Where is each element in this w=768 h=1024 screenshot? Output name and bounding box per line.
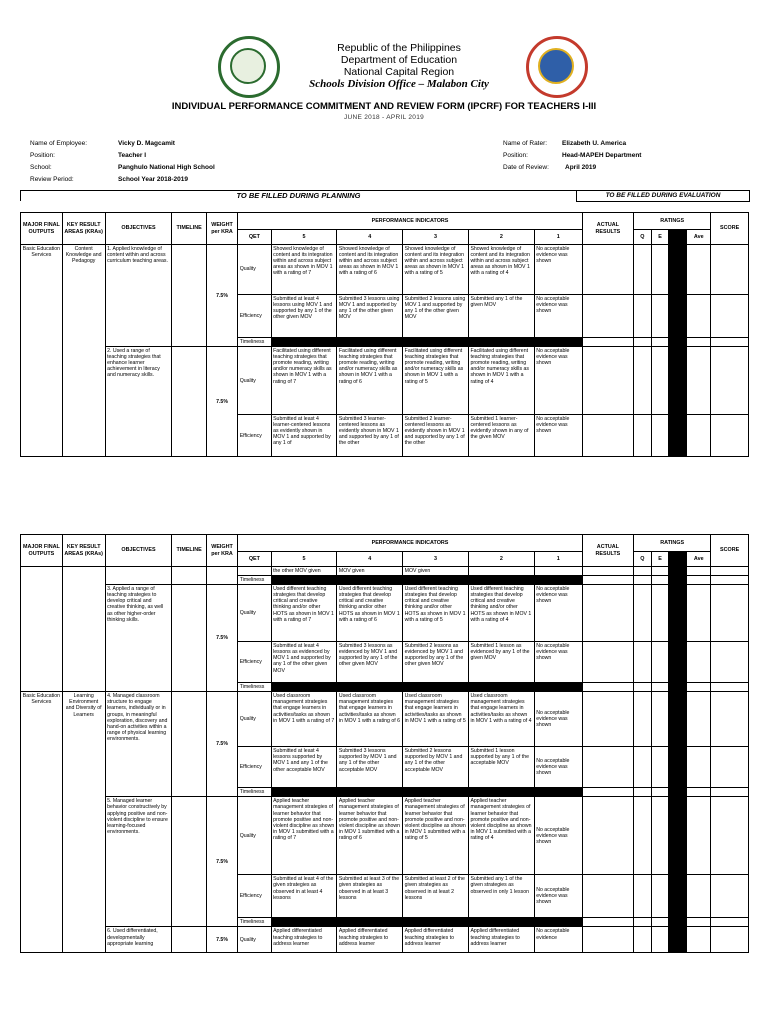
review-period-label: Review Period: bbox=[30, 176, 74, 183]
timeline-cell bbox=[172, 245, 206, 347]
rating-cell bbox=[633, 576, 651, 585]
review-period: School Year 2018-2019 bbox=[118, 176, 188, 183]
rating-cell bbox=[687, 642, 711, 683]
blacked-out-cell bbox=[271, 918, 582, 927]
rating-cell bbox=[633, 875, 651, 918]
qet-efficiency: Efficiency bbox=[238, 295, 271, 338]
indicator-cell: Applied differentiated teaching strategies to address learner bbox=[403, 927, 469, 953]
blacked-out-cell bbox=[271, 576, 582, 585]
col-objectives: OBJECTIVES bbox=[105, 213, 172, 245]
rater-name: Elizabeth U. America bbox=[562, 140, 627, 147]
rating-cell bbox=[687, 797, 711, 875]
actual-result-cell bbox=[582, 567, 633, 576]
score-cell bbox=[711, 788, 749, 797]
rating-cell bbox=[687, 295, 711, 338]
region-line: National Capital Region bbox=[343, 66, 455, 78]
indicator-cell: Used different teaching strategies that develop critical and creative thinking and/or other HOTS as shown in MOV 1 with a rating of 4 bbox=[468, 585, 534, 642]
rating-cell bbox=[651, 642, 669, 683]
qet-timeliness: Timeliness bbox=[238, 918, 271, 927]
actual-result-cell bbox=[582, 295, 633, 338]
qet-efficiency: Efficiency bbox=[238, 642, 271, 683]
indicator-cell: No acceptable evidence was shown bbox=[534, 797, 582, 875]
school-label: School: bbox=[30, 164, 52, 171]
indicator-cell: Used different teaching strategies that develop critical and creative thinking and/or other HOTS as shown in MOV 1 with a rating of 5 bbox=[403, 585, 469, 642]
timeline-cell bbox=[172, 797, 206, 927]
indicator-cell: Facilitated using different teaching strategies that promote reading, writing and/or numeracy skills as shown in MOV 1 with a rating of 6 bbox=[337, 347, 403, 415]
col-weight: WEIGHT per KRA bbox=[206, 213, 237, 245]
actual-result-cell bbox=[582, 576, 633, 585]
qet-efficiency: Efficiency bbox=[238, 875, 271, 918]
score-cell bbox=[711, 642, 749, 683]
indicator-cell: Submitted 2 lessons using MOV 1 and supported by any 1 of the other given MOV bbox=[403, 295, 469, 338]
score-cell bbox=[711, 747, 749, 788]
rating-cell bbox=[687, 245, 711, 295]
indicator-cell bbox=[468, 567, 534, 576]
kra-cell: Content Knowledge and Pedagogy bbox=[62, 245, 105, 457]
score-cell bbox=[711, 347, 749, 415]
indicator-cell: No acceptable evidence was shown bbox=[534, 347, 582, 415]
employee-name-label: Name of Employee: bbox=[30, 140, 88, 147]
col-rating-t: T bbox=[669, 552, 687, 567]
blacked-out-cell bbox=[271, 683, 582, 692]
rating-cell bbox=[687, 692, 711, 747]
rating-cell bbox=[651, 797, 669, 875]
rating-cell bbox=[633, 585, 651, 642]
col-kra: KEY RESULT AREAS (KRAs) bbox=[62, 213, 105, 245]
indicator-cell: Used classroom management strategies that engage learners in activities/tasks as shown in MOV 1 with a rating of 4 bbox=[468, 692, 534, 747]
employee-name: Vicky D. Magcamit bbox=[118, 140, 175, 147]
evaluation-banner: TO BE FILLED DURING EVALUATION bbox=[576, 190, 750, 202]
form-period: JUNE 2018 - APRIL 2019 bbox=[343, 114, 425, 121]
qet-timeliness: Timeliness bbox=[238, 576, 271, 585]
objective-6: 6. Used differentiated, developmentally appropriate learning bbox=[105, 927, 172, 953]
col-rating-e: E bbox=[651, 230, 669, 245]
col-actual-results: ACTUAL RESULTS bbox=[582, 535, 633, 567]
col-mfo: MAJOR FINAL OUTPUTS bbox=[21, 213, 63, 245]
score-cell bbox=[711, 683, 749, 692]
rating-cell bbox=[633, 797, 651, 875]
rating-cell bbox=[651, 692, 669, 747]
score-cell bbox=[711, 692, 749, 747]
indicator-cell: Submitted 1 learner-centered lessons as evidently shown in any of the given MOV bbox=[468, 415, 534, 457]
employee-position: Teacher I bbox=[118, 152, 147, 159]
school-name: Panghulo National High School bbox=[118, 164, 215, 171]
rating-cell bbox=[669, 347, 687, 415]
rating-cell bbox=[633, 338, 651, 347]
rating-cell bbox=[651, 415, 669, 457]
indicator-cell: Submitted 2 lessons as evidenced by MOV 1 and supported by any 1 of the other given MOV bbox=[403, 642, 469, 683]
qet-quality: Quality bbox=[238, 927, 271, 953]
rating-cell bbox=[687, 585, 711, 642]
actual-result-cell bbox=[582, 245, 633, 295]
col-rating-ave: Ave bbox=[687, 230, 711, 245]
indicator-cell: MOV given bbox=[403, 567, 469, 576]
rating-cell bbox=[651, 245, 669, 295]
actual-result-cell bbox=[582, 927, 633, 953]
col-mfo: MAJOR FINAL OUTPUTS bbox=[21, 535, 63, 567]
rating-cell bbox=[633, 245, 651, 295]
rater-position-label: Position: bbox=[503, 152, 528, 159]
table-row bbox=[21, 585, 749, 642]
indicator-cell: Showed knowledge of content and its integration within and across subject areas as shown in MOV 1 with a rating of 7 bbox=[271, 245, 337, 295]
rating-cell bbox=[651, 683, 669, 692]
col-scale-4: 4 bbox=[337, 230, 403, 245]
indicator-cell: Submitted at least 4 learner-centered lessons as evidently shown in MOV 1 and supported by any 1 of bbox=[271, 415, 337, 457]
indicator-cell: Applied teacher management strategies of learner behavior that promote positive and non-violent discipline as shown in MOV 1 submitted with a rating of 6 bbox=[337, 797, 403, 875]
table-row bbox=[21, 797, 749, 875]
rating-cell bbox=[651, 567, 669, 576]
col-scale-4: 4 bbox=[337, 552, 403, 567]
review-date-label: Date of Review: bbox=[503, 164, 549, 171]
col-performance-indicators: PERFORMANCE INDICATORS bbox=[238, 213, 583, 230]
indicator-cell: Submitted 3 lessons using MOV 1 and supported by any 1 of the other given MOV bbox=[337, 295, 403, 338]
indicator-cell bbox=[534, 567, 582, 576]
indicator-cell: Applied differentiated teaching strategies to address learner bbox=[337, 927, 403, 953]
table-row bbox=[21, 347, 749, 415]
indicator-cell: Submitted any 1 of the given MOV bbox=[468, 295, 534, 338]
indicator-cell: Facilitated using different teaching strategies that promote reading, writing and/or numeracy skills as shown in MOV 1 with a rating of 7 bbox=[271, 347, 337, 415]
col-ratings: RATINGS bbox=[633, 535, 710, 552]
indicator-cell: Facilitated using different teaching strategies that promote reading, writing and/or numeracy skills as shown in MOV 1 with a rating of 4 bbox=[468, 347, 534, 415]
indicator-cell: Submitted 2 learner-centered lessons as evidently shown in MOV 1 and supported by any 1 of the other bbox=[403, 415, 469, 457]
weight-cell: 7.5% bbox=[206, 927, 237, 953]
col-score: SCORE bbox=[711, 213, 749, 245]
col-scale-2: 2 bbox=[468, 230, 534, 245]
republic-line: Republic of the Philippines bbox=[337, 42, 461, 54]
col-weight: WEIGHT per KRA bbox=[206, 535, 237, 567]
col-scale-5: 5 bbox=[271, 230, 337, 245]
col-scale-5: 5 bbox=[271, 552, 337, 567]
rating-cell bbox=[669, 747, 687, 788]
qet-timeliness: Timeliness bbox=[238, 683, 271, 692]
score-cell bbox=[711, 797, 749, 875]
rating-cell bbox=[687, 788, 711, 797]
col-qet: QET bbox=[238, 552, 271, 567]
col-timeline: TIMELINE bbox=[172, 213, 206, 245]
col-rating-t: T bbox=[669, 230, 687, 245]
rating-cell bbox=[669, 415, 687, 457]
objective-1: 1. Applied knowledge of content within and across curriculum teaching areas. bbox=[105, 245, 172, 347]
objective-4: 4. Managed classroom structure to engage learners, individually or in groups, in meaningful exploration, discovery and hand-on activities within a range of physical learning environments. bbox=[105, 692, 172, 797]
table-row bbox=[21, 245, 749, 295]
indicator-cell: Submitted at least 2 of the given strategies as observed in at least 2 lessons bbox=[403, 875, 469, 918]
rating-cell bbox=[669, 683, 687, 692]
actual-result-cell bbox=[582, 347, 633, 415]
rating-cell bbox=[651, 918, 669, 927]
table-row bbox=[21, 567, 749, 576]
rating-cell bbox=[669, 788, 687, 797]
actual-result-cell bbox=[582, 692, 633, 747]
indicator-cell: Used different teaching strategies that develop critical and creative thinking and/or other HOTS as shown in MOV 1 with a rating of 7 bbox=[271, 585, 337, 642]
indicator-cell: Submitted any 1 of the given strategies as observed in only 1 lesson bbox=[468, 875, 534, 918]
actual-result-cell bbox=[582, 683, 633, 692]
indicator-cell: No acceptable evidence was shown bbox=[534, 642, 582, 683]
weight-cell: 7.5% bbox=[206, 585, 237, 692]
rating-cell bbox=[669, 295, 687, 338]
kra-cell: Learning Environment and Diversity of Learners bbox=[62, 692, 105, 953]
col-rating-q: Q bbox=[633, 230, 651, 245]
col-rating-e: E bbox=[651, 552, 669, 567]
division-seal-logo bbox=[526, 36, 588, 98]
indicator-cell: the other MOV given bbox=[271, 567, 337, 576]
actual-result-cell bbox=[582, 338, 633, 347]
col-kra: KEY RESULT AREAS (KRAs) bbox=[62, 535, 105, 567]
actual-result-cell bbox=[582, 797, 633, 875]
score-cell bbox=[711, 338, 749, 347]
objective-5: 5. Managed learner behavior constructively by applying positive and non-violent discipline to ensure learning-focused environments. bbox=[105, 797, 172, 927]
qet-timeliness: Timeliness bbox=[238, 788, 271, 797]
score-cell bbox=[711, 576, 749, 585]
indicator-cell: Submitted 3 learner-centered lessons as evidently shown in MOV 1 and supported by any 1 of the other bbox=[337, 415, 403, 457]
rating-cell bbox=[633, 747, 651, 788]
school-seal-logo bbox=[218, 36, 280, 98]
qet-quality: Quality bbox=[238, 692, 271, 747]
weight-cell: 7.5% bbox=[206, 797, 237, 927]
rating-cell bbox=[633, 567, 651, 576]
indicator-cell: Applied teacher management strategies of learner behavior that promote positive and non-violent discipline as shown in MOV 1 submitted with a rating of 5 bbox=[403, 797, 469, 875]
rater-name-label: Name of Rater: bbox=[503, 140, 548, 147]
actual-result-cell bbox=[582, 918, 633, 927]
indicator-cell: No acceptable evidence was shown bbox=[534, 415, 582, 457]
qet-timeliness: Timeliness bbox=[238, 338, 271, 347]
col-qet: QET bbox=[238, 230, 271, 245]
indicator-cell: Applied teacher management strategies of learner behavior that promote positive and non-violent discipline as shown in MOV 1 submitted with a rating of 4 bbox=[468, 797, 534, 875]
score-cell bbox=[711, 875, 749, 918]
col-objectives: OBJECTIVES bbox=[105, 535, 172, 567]
col-score: SCORE bbox=[711, 535, 749, 567]
division-line: Schools Division Office – Malabon City bbox=[309, 78, 489, 90]
actual-result-cell bbox=[582, 747, 633, 788]
indicator-cell: Submitted at least 4 lessons supported by MOV 1 and any 1 of the other acceptable MOV bbox=[271, 747, 337, 788]
actual-result-cell bbox=[582, 642, 633, 683]
rating-cell bbox=[669, 576, 687, 585]
weight-cell: 7.5% bbox=[206, 692, 237, 797]
rating-cell bbox=[651, 338, 669, 347]
objective-2: 2. Used a range of teaching strategies that enhance learner achievement in literacy and numeracy skills. bbox=[105, 347, 172, 457]
indicator-cell: Submitted at least 4 lessons using MOV 1 and supported by any 1 of the other given MOV bbox=[271, 295, 337, 338]
actual-result-cell bbox=[582, 585, 633, 642]
indicator-cell: Submitted 2 lessons supported by MOV 1 and any 1 of the other acceptable MOV bbox=[403, 747, 469, 788]
qet-quality: Quality bbox=[238, 585, 271, 642]
blacked-out-cell bbox=[271, 788, 582, 797]
employee-position-label: Position: bbox=[30, 152, 55, 159]
timeline-cell bbox=[172, 585, 206, 692]
rating-cell bbox=[669, 245, 687, 295]
rating-cell bbox=[669, 875, 687, 918]
rating-cell bbox=[633, 683, 651, 692]
indicator-cell: Submitted 3 lessons as evidenced by MOV 1 and supported by any 1 of the other given MOV bbox=[337, 642, 403, 683]
indicator-cell: Showed knowledge of content and its integration within and across subject areas as shown in MOV 1 with a rating of 5 bbox=[403, 245, 469, 295]
rating-cell bbox=[633, 415, 651, 457]
rating-cell bbox=[687, 415, 711, 457]
mfo-cell: Basic Education Services bbox=[21, 245, 63, 457]
rating-cell bbox=[651, 927, 669, 953]
indicator-cell: Submitted at least 4 lessons as evidenced by MOV 1 and supported by any 1 of the other given MOV bbox=[271, 642, 337, 683]
indicator-cell: Facilitated using different teaching strategies that promote reading, writing and/or numeracy skills as shown in MOV 1 with a rating of 5 bbox=[403, 347, 469, 415]
timeline-cell bbox=[172, 347, 206, 457]
col-scale-2: 2 bbox=[468, 552, 534, 567]
rating-cell bbox=[651, 347, 669, 415]
rating-cell bbox=[633, 642, 651, 683]
col-scale-3: 3 bbox=[403, 552, 469, 567]
form-page-1 bbox=[0, 0, 768, 470]
rating-cell bbox=[687, 747, 711, 788]
ipcrf-table-page-1 bbox=[20, 212, 749, 457]
rating-cell bbox=[669, 642, 687, 683]
indicator-cell: Used classroom management strategies that engage learners in activities/tasks as shown in MOV 1 with a rating of 7 bbox=[271, 692, 337, 747]
rating-cell bbox=[669, 927, 687, 953]
rating-cell bbox=[669, 918, 687, 927]
rating-cell bbox=[687, 338, 711, 347]
col-performance-indicators: PERFORMANCE INDICATORS bbox=[238, 535, 583, 552]
rating-cell bbox=[687, 567, 711, 576]
col-timeline: TIMELINE bbox=[172, 535, 206, 567]
rating-cell bbox=[651, 576, 669, 585]
qet-quality: Quality bbox=[238, 245, 271, 295]
timeline-cell bbox=[172, 567, 206, 585]
qet-efficiency: Efficiency bbox=[238, 415, 271, 457]
rater-position: Head-MAPEH Department bbox=[562, 152, 642, 159]
rating-cell bbox=[669, 338, 687, 347]
mfo-cell bbox=[21, 567, 63, 692]
score-cell bbox=[711, 567, 749, 576]
kra-cell bbox=[62, 567, 105, 692]
indicator-cell: Showed knowledge of content and its integration within and across subject areas as shown in MOV 1 with a rating of 6 bbox=[337, 245, 403, 295]
mfo-cell: Basic Education Services bbox=[21, 692, 63, 953]
form-title: INDIVIDUAL PERFORMANCE COMMITMENT AND REVIEW FORM (IPCRF) FOR TEACHERS I-III bbox=[171, 101, 597, 112]
indicator-cell: Applied teacher management strategies of learner behavior that promote positive and non-violent discipline as shown in MOV 1 submitted with a rating of 7 bbox=[271, 797, 337, 875]
indicator-cell: No acceptable evidence was shown bbox=[534, 692, 582, 747]
rating-cell bbox=[651, 875, 669, 918]
indicator-cell: No acceptable evidence was shown bbox=[534, 747, 582, 788]
planning-banner: TO BE FILLED DURING PLANNING bbox=[20, 190, 577, 201]
rating-cell bbox=[633, 927, 651, 953]
rating-cell bbox=[651, 295, 669, 338]
qet-quality: Quality bbox=[238, 797, 271, 875]
indicator-cell: Applied differentiated teaching strategies to address learner bbox=[271, 927, 337, 953]
letterhead bbox=[0, 30, 768, 100]
col-actual-results: ACTUAL RESULTS bbox=[582, 213, 633, 245]
indicator-cell: Used classroom management strategies that engage learners in activities/tasks as shown in MOV 1 with a rating of 6 bbox=[337, 692, 403, 747]
indicator-cell: Submitted 3 lessons supported by MOV 1 and any 1 of the other acceptable MOV bbox=[337, 747, 403, 788]
qet-efficiency: Efficiency bbox=[238, 747, 271, 788]
rating-cell bbox=[687, 683, 711, 692]
table-row bbox=[21, 692, 749, 747]
indicator-cell: Used different teaching strategies that develop critical and creative thinking and/or other HOTS as shown in MOV 1 with a rating of 6 bbox=[337, 585, 403, 642]
indicator-cell: No acceptable evidence was shown bbox=[534, 585, 582, 642]
weight-cell: 7.5% bbox=[206, 245, 237, 347]
indicator-cell: Submitted at least 4 of the given strategies as observed in at least 4 lessons bbox=[271, 875, 337, 918]
timeline-cell bbox=[172, 692, 206, 797]
ipcrf-table-page-2 bbox=[20, 534, 749, 953]
rating-cell bbox=[633, 295, 651, 338]
actual-result-cell bbox=[582, 415, 633, 457]
actual-result-cell bbox=[582, 788, 633, 797]
indicator-cell: Applied differentiated teaching strategies to address learner bbox=[468, 927, 534, 953]
indicator-cell: MOV given bbox=[337, 567, 403, 576]
score-cell bbox=[711, 245, 749, 295]
indicator-cell: Submitted 1 lesson as evidenced by any 1 of the given MOV bbox=[468, 642, 534, 683]
indicator-cell: No acceptable evidence bbox=[534, 927, 582, 953]
rating-cell bbox=[633, 692, 651, 747]
col-rating-q: Q bbox=[633, 552, 651, 567]
rating-cell bbox=[669, 797, 687, 875]
rating-cell bbox=[687, 927, 711, 953]
actual-result-cell bbox=[582, 875, 633, 918]
col-scale-1: 1 bbox=[534, 230, 582, 245]
rating-cell bbox=[687, 576, 711, 585]
rating-cell bbox=[651, 585, 669, 642]
rating-cell bbox=[687, 918, 711, 927]
col-rating-ave: Ave bbox=[687, 552, 711, 567]
score-cell bbox=[711, 415, 749, 457]
rating-cell bbox=[633, 347, 651, 415]
timeline-cell bbox=[172, 927, 206, 953]
objective-cell bbox=[105, 567, 172, 585]
qet-quality: Quality bbox=[238, 347, 271, 415]
page-gap bbox=[0, 470, 768, 528]
score-cell bbox=[711, 295, 749, 338]
rating-cell bbox=[687, 347, 711, 415]
score-cell bbox=[711, 918, 749, 927]
rating-cell bbox=[633, 788, 651, 797]
objective-3: 3. Applied a range of teaching strategies to develop critical and creative thinking, as well as other higher-order thinking skills. bbox=[105, 585, 172, 692]
indicator-cell: Submitted at least 3 of the given strategies as observed in at least 3 lessons bbox=[337, 875, 403, 918]
weight-cell: 7.5% bbox=[206, 347, 237, 457]
indicator-cell: No acceptable evidence was shown bbox=[534, 875, 582, 918]
rating-cell bbox=[651, 747, 669, 788]
indicator-cell: No acceptable evidence was shown bbox=[534, 245, 582, 295]
rating-cell bbox=[633, 918, 651, 927]
rating-cell bbox=[651, 788, 669, 797]
indicator-cell: Submitted 1 lesson supported by any 1 of the acceptable MOV bbox=[468, 747, 534, 788]
col-ratings: RATINGS bbox=[633, 213, 710, 230]
rating-cell bbox=[669, 585, 687, 642]
indicator-cell: Used classroom management strategies that engage learners in activities/tasks as shown in MOV 1 with a rating of 5 bbox=[403, 692, 469, 747]
blacked-out-cell bbox=[271, 338, 582, 347]
col-scale-3: 3 bbox=[403, 230, 469, 245]
rating-cell bbox=[669, 692, 687, 747]
rating-cell bbox=[687, 875, 711, 918]
score-cell bbox=[711, 927, 749, 953]
department-line: Department of Education bbox=[340, 54, 458, 66]
indicator-cell: No acceptable evidence was shown bbox=[534, 295, 582, 338]
rating-cell bbox=[669, 567, 687, 576]
col-scale-1: 1 bbox=[534, 552, 582, 567]
indicator-cell: Showed knowledge of content and its integration within and across subject areas as shown in MOV 1 with a rating of 4 bbox=[468, 245, 534, 295]
score-cell bbox=[711, 585, 749, 642]
qet-cell bbox=[238, 567, 271, 576]
review-date: April 2019 bbox=[565, 164, 597, 171]
table-row bbox=[21, 927, 749, 953]
weight-cell bbox=[206, 567, 237, 585]
